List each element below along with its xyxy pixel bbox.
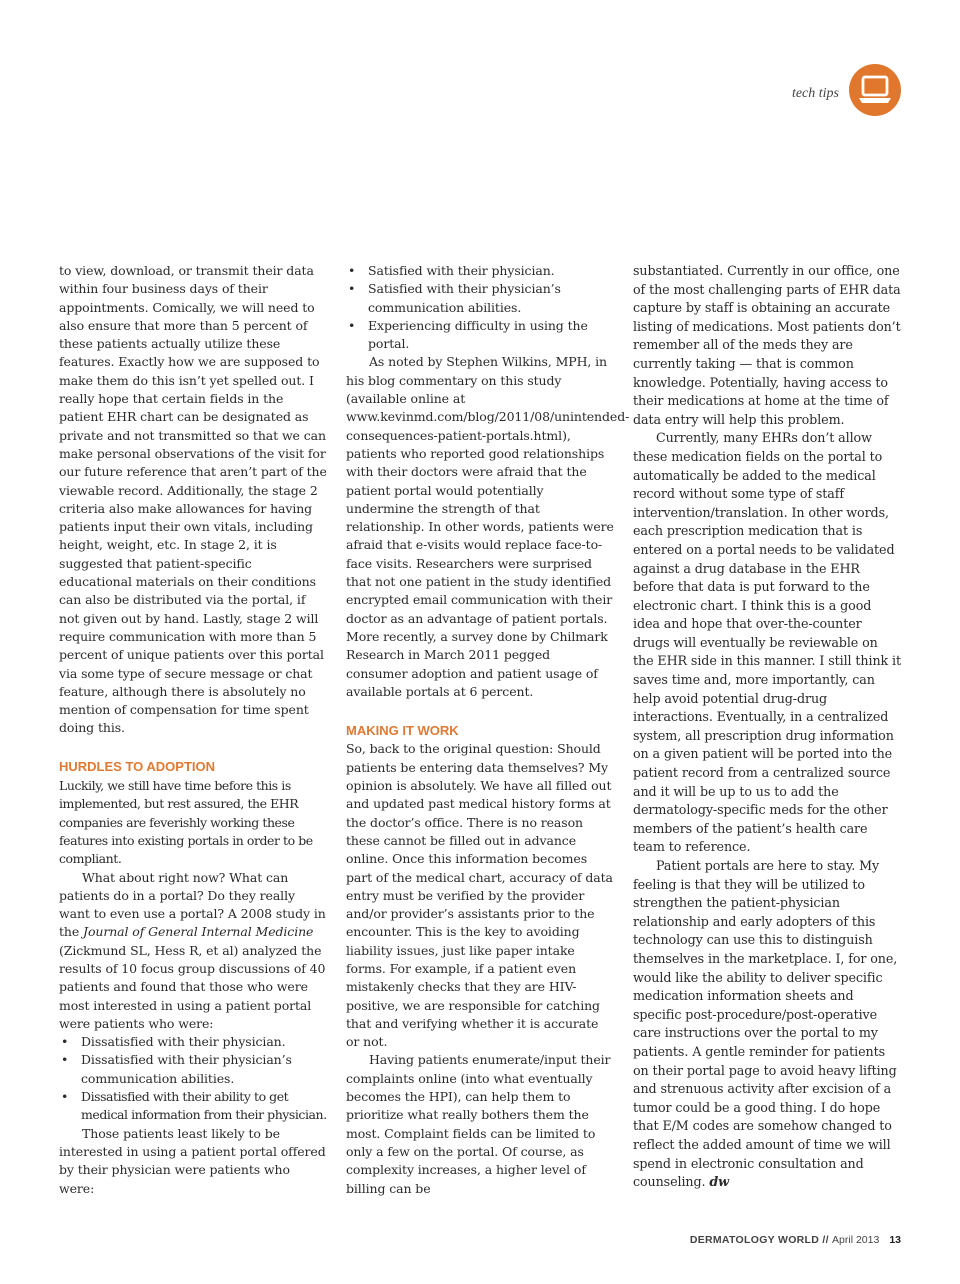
list-item [346, 262, 614, 280]
body-paragraph: So, back to the original question: Should patients be entering data themselves? My opinion is absolutely. We have all filled out and updated past medical history forms at the doctor’s office. There is no reason these cannot be filled out in advance online. Once this information becomes part of the medical chart, accuracy of data entry must be verified by the provider and/or provider’s assistants prior to the encounter. This is the key to avoiding liability issues, just like paper intake forms. For example, if a patient even mistakenly checks that they are HIV-positive, we are responsible for catching that and verifying whether it is accurate or not. [346, 741, 613, 1050]
section-heading: HURDLES TO ADOPTION [59, 759, 216, 775]
bullet-icon: • [348, 281, 356, 297]
body-paragraph: Luckily, we still have time before this is implemented, but rest assured, the EHR companies are feverishly working these features into existing portals in order to be compliant. [59, 778, 313, 867]
list-item [59, 1088, 327, 1125]
body-paragraph: Those patients least likely to be interested in using a patient portal offered by their physician were patients who were: [59, 1125, 326, 1196]
bullet-icon: • [61, 1089, 68, 1105]
section-heading: MAKING IT WORK [346, 722, 459, 738]
body-paragraph [633, 857, 901, 1192]
list-item-text: Dissatisfied with their physician’s communication abilities. [81, 1052, 292, 1086]
bullet-icon: • [348, 263, 356, 278]
magazine-name: DERMATOLOGY WORLD // [689, 1234, 833, 1246]
body-paragraph: substantiated. Currently in our office, one of the most challenging parts of EHR data capture by staff is obtaining an accurate listing of medications. Most patients don’t remember all of the meds they are currently taking — that is common knowledge. Potentially, having access to their medications at home at the time of data entry will help this problem. [633, 263, 901, 427]
body-paragraph: Currently, many EHRs don’t allow these medication fields on the portal to automatically be added to the medical record without some type of staff intervention/translation. In other words, each prescription medication that is entered on a portal needs to be validated against a drug database in the EHR before that data is put forward to the electronic chart. I think this is a good idea and hope that over-the-counter drugs will eventually be reviewable on the EHR side in this manner. I still think it saves time and, more importantly, can help avoid potential drug-drug interactions. Eventually, in a centralized system, all prescription drug information on a given patient will be ported into the patient record from a centralized source and it will be up to us to add the dermatology-specific meds for the other members of the patient’s health care team to reference. [633, 430, 902, 855]
body-paragraph: As noted by Stephen Wilkins, MPH, in his blog commentary on this study (available online at www.kevinmd.com/blog/2011/08/unintended-consequences-patient-portals.html), patients who reported good relationships with their doctors were afraid that the patient portal would potentially undermine the strength of that relationship. In other words, patients were afraid that e-visits would replace face-to-face visits. Researchers were surprised that not one patient in the study identified encrypted email communication with their doctor as an advantage of patient portals. More recently, a survey done by Chilmark Research in March 2011 pegged consumer adoption and patient usage of available portals at 6 percent. [346, 354, 630, 699]
list-item-text: Satisfied with their physician. [368, 263, 555, 278]
list-item [59, 1033, 327, 1051]
list-item [346, 280, 614, 317]
body-paragraph: Having patients enumerate/input their complaints online (into what eventually becomes the HPI), can help them to prioritize what really bothers them the most. Complaint fields can be limited to only a few on the portal. Of course, as complexity increases, a higher level of billing can be [346, 1052, 611, 1196]
body-paragraph: to view, download, or transmit their data within four business days of their appointments. Comically, we will need to also ensure that more than 5 percent of these patients actually utilize these features. Exactly how we are supposed to make them do this isn’t yet spelled out. I really hope that certain fields in the patient EHR chart can be designated as private and not transmitted so that we can make personal observations of the visit for our future reference that aren’t part of the viewable record. Additionally, the stage 2 criteria also make allowances for having patients input their own vitals, including height, weight, etc. In stage 2, it is suggested that patient-specific educational materials on their conditions can also be distributed via the portal, if not given out by hand. Lastly, stage 2 will require communication with more than 5 percent of unique patients over this portal via some type of secure message or chat feature, although there is absolutely no mention of compensation for time spent doing this. [59, 263, 327, 736]
bullet-list [346, 262, 614, 353]
list-item-text: Dissatisfied with their ability to get medical information from their physician. [81, 1089, 327, 1123]
journal-title: Journal of General Internal Medicine [83, 924, 314, 940]
article-column-3 [633, 262, 901, 1192]
body-paragraph [59, 869, 327, 1034]
article-column-2 [346, 262, 630, 1198]
list-item-text: Dissatisfied with their physician. [81, 1034, 286, 1050]
bullet-icon: • [61, 1052, 69, 1068]
laptop-icon [849, 64, 901, 116]
issue-date: April 2013 [832, 1234, 880, 1246]
signoff-mark: dw [709, 1174, 729, 1190]
bullet-icon: • [61, 1034, 69, 1050]
list-item [59, 1051, 327, 1088]
bullet-icon: • [348, 317, 356, 333]
body-text: Patient portals are here to stay. My feeling is that they will be utilized to strengthen the patient-physician relationship and early adopters of this technology can use this to distinguish themselves in the marketplace. I, for one, would like the ability to deliver specific medication information sheets and specific post-procedure/post-operative care instructions over the portal to my patients. A gentle reminder for patients on their portal page to avoid heavy lifting and strenuous activity after excision of a tumor could be a good thing. I do hope that E/M codes are somehow changed to reflect the added amount of time we will spend in electronic consultation and counseling. [633, 858, 898, 1190]
bullet-list [59, 1033, 327, 1124]
list-item-text: Satisfied with their physician’s communication abilities. [368, 281, 561, 315]
section-label: tech tips [791, 86, 839, 101]
body-text: (Zickmund SL, Hess R, et al) analyzed the results of 10 focus group discussions of 40 patients and found that those who were most interested in using a patient portal were patients who were: [59, 942, 326, 1031]
page-number: 13 [889, 1234, 901, 1246]
page-footer [690, 1234, 901, 1246]
body-text: What about right now? What can patients do in a portal? Do they really want to even use a portal? A 2008 study in the [59, 869, 326, 940]
list-item-text: Experiencing difficulty in using the portal. [368, 317, 588, 352]
article-column-1 [59, 262, 327, 1198]
list-item [346, 317, 614, 354]
